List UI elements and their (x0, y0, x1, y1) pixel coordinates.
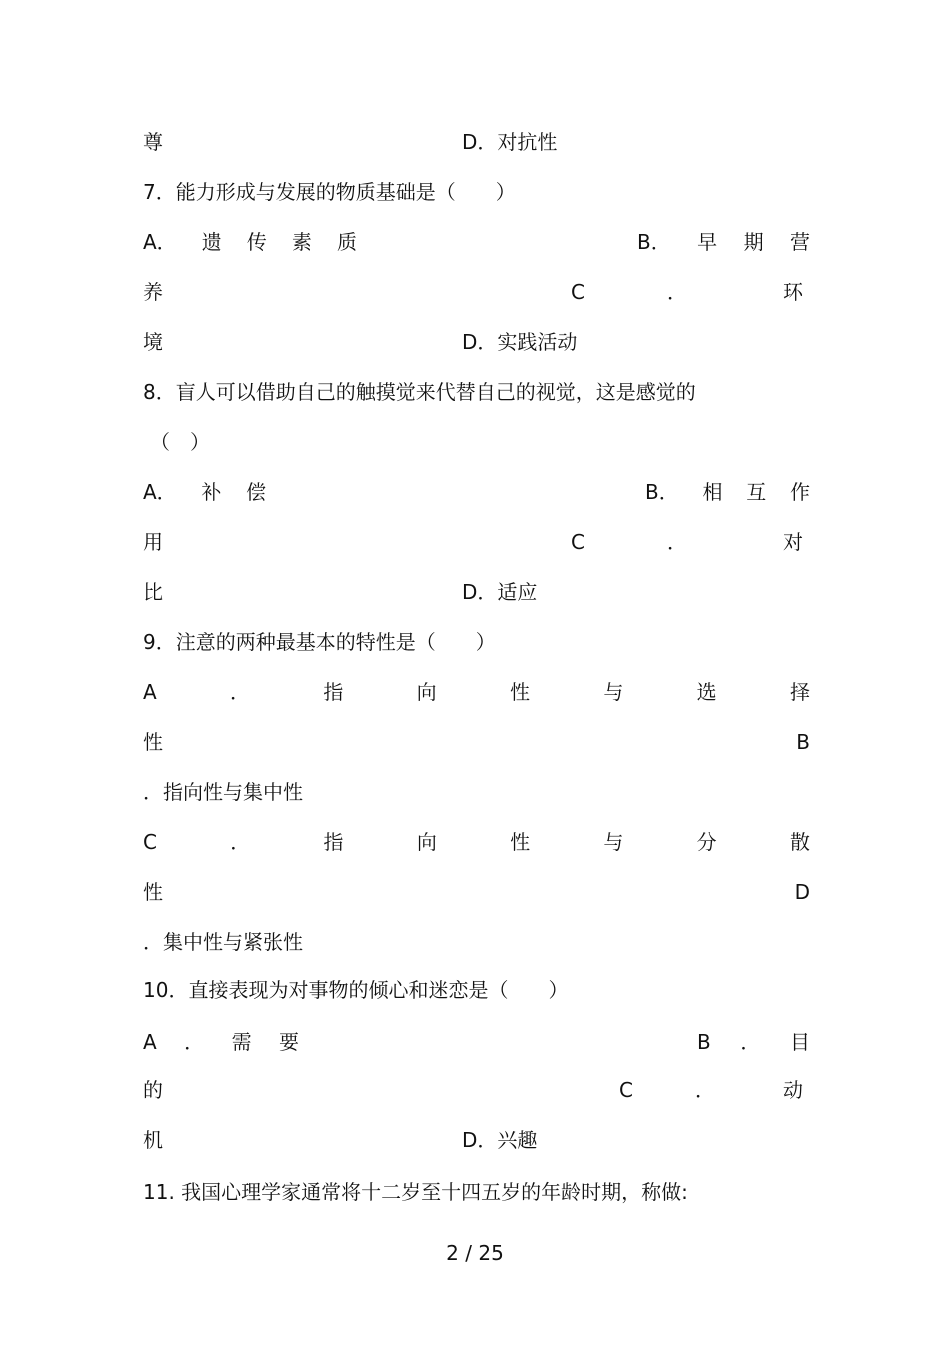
q7-option-b: B． 早 期 营 (637, 230, 810, 254)
option-fragment: 机 (143, 1128, 163, 1152)
q9-option-a: A ． 指 向 性 与 选 择 (143, 680, 810, 704)
q10-option-a: A ． 需 要 (143, 1030, 299, 1054)
question-10: 10．直接表现为对事物的倾心和迷恋是（ ） (143, 978, 569, 1002)
page-number: 2 / 25 (446, 1241, 504, 1265)
q8-options-row1 (143, 477, 810, 507)
q8-options-row2: 用 C ． 对 (143, 530, 803, 554)
q10-option-d: D．兴趣 (462, 1128, 538, 1152)
q9-option-d: ．集中性与紧张性 (143, 930, 303, 954)
question-9: 9．注意的两种最基本的特性是（ ） (143, 630, 496, 654)
q9-option-a-cont: 性 B (143, 730, 810, 754)
q8-option-a: A． 补 偿 (143, 480, 266, 504)
question-7: 7．能力形成与发展的物质基础是（ ） (143, 180, 516, 204)
question-8: 8．盲人可以借助自己的触摸觉来代替自己的视觉，这是感觉的 (143, 380, 696, 404)
q7-options-row2: 养 C ． 环 (143, 280, 803, 304)
question-8-paren: （ ） (150, 430, 210, 454)
q9-option-b: ．指向性与集中性 (143, 780, 303, 804)
option-fragment: 境 (143, 330, 163, 354)
q10-option-b: B ． 目 (697, 1030, 810, 1054)
q8-option-b: B． 相 互 作 (645, 480, 810, 504)
option-fragment: 比 (143, 580, 163, 604)
q8-option-d: D．适应 (462, 580, 538, 604)
question-11: 11. 我国心理学家通常将十二岁至十四五岁的年龄时期，称做: (143, 1180, 688, 1204)
option-fragment: 尊 (143, 130, 163, 154)
q10-options-row2: 的 C ． 动 (143, 1078, 803, 1102)
q7-options-row1 (143, 227, 810, 257)
q9-option-c-cont: 性 D (143, 880, 810, 904)
q7-option-d: D．实践活动 (462, 330, 578, 354)
q9-option-c: C ． 指 向 性 与 分 散 (143, 830, 810, 854)
q10-options-row1 (143, 1027, 810, 1057)
option-d: D．对抗性 (462, 130, 558, 154)
q7-option-a: A． 遗 传 素 质 (143, 230, 357, 254)
